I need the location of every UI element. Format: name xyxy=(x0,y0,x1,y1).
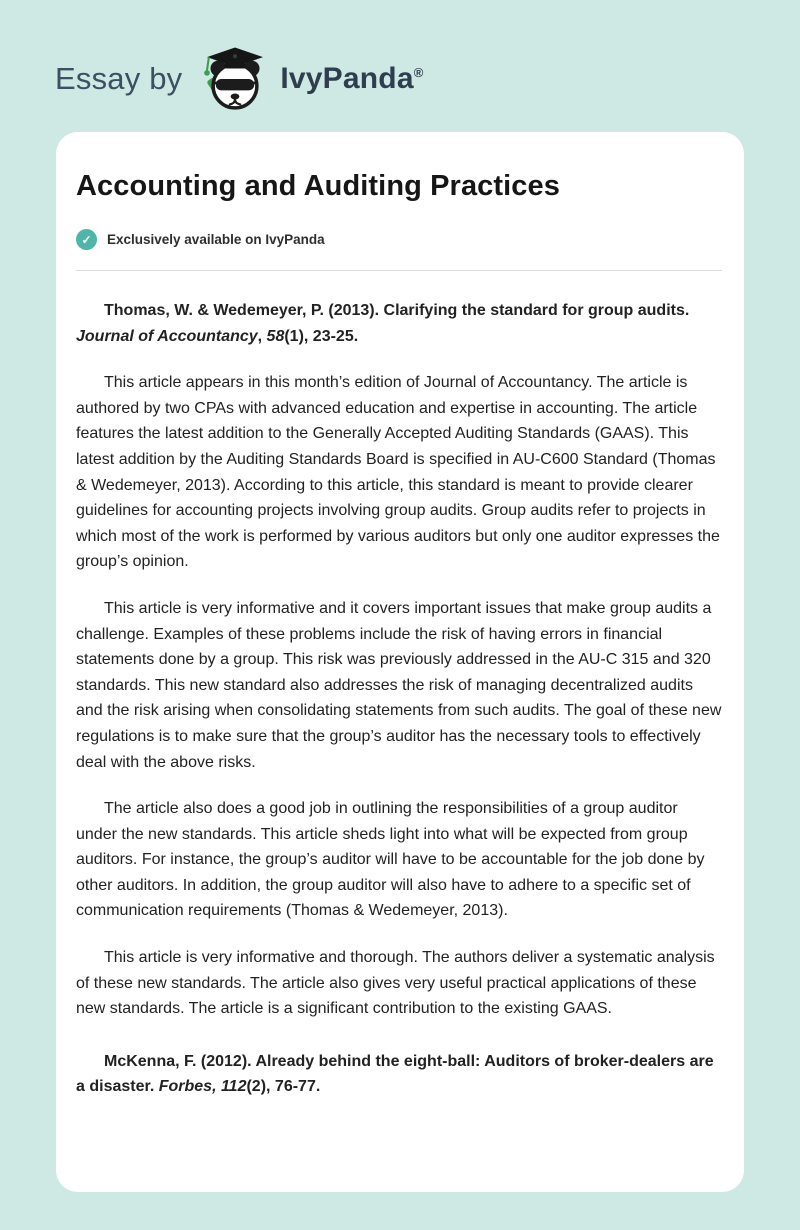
body-paragraph: This article appears in this month’s edition of Journal of Accountancy. The article is authored by two CPAs with advanced education and expertise in accounting. The article features the latest addition to the Generally Accepted Auditing Standards (GAAS). This latest addition by the Auditing Standards Board is specified in AU-C600 Standard (Thomas & Wedemeyer, 2013). According to this article, this standard is meant to provide clearer guidelines for accounting projects involving group audits. Group audits refer to projects in which most of the work is performed by various auditors but only one auditor expresses the group’s opinion. xyxy=(76,374,720,571)
citation-paragraph: McKenna, F. (2012). Already behind the eight-ball: Auditors of broker-dealers are a disaster. Forbes, 112(2), 76-77. xyxy=(76,1052,714,1096)
body-paragraph: The article also does a good job in outlining the responsibilities of a group auditor under the new standards. This article sheds light into what will be expected from group auditors. For instance, the group’s auditor will have to be accountable for the job done by other auditors. In addition, the group auditor will also have to adhere to a specific set of communication requirements (Thomas & Wedemeyer, 2013). xyxy=(76,800,705,920)
page-header xyxy=(0,0,800,118)
registered-trademark: ® xyxy=(413,65,424,80)
brand-wordmark: IvyPanda® xyxy=(280,62,424,95)
availability-badge xyxy=(76,229,722,250)
panda-graduate-logo-icon xyxy=(200,44,270,114)
essay-content xyxy=(76,298,722,1100)
divider xyxy=(76,270,722,271)
essay-card xyxy=(56,132,744,1192)
availability-badge-label: Exclusively available on IvyPanda xyxy=(107,232,325,247)
body-paragraph: This article is very informative and thorough. The authors deliver a systematic analysis of these new standards. The article also gives very useful practical applications of these new standards. The article is a significant contribution to the existing GAAS. xyxy=(76,949,715,1018)
page-title: Accounting and Auditing Practices xyxy=(76,170,560,202)
citation-paragraph: Thomas, W. & Wedemeyer, P. (2013). Clarifying the standard for group audits. Journal of Accountancy, 58(1), 23-25. xyxy=(76,302,690,345)
essay-by-label: Essay by xyxy=(55,61,183,96)
body-paragraph: This article is very informative and it covers important issues that make group audits a challenge. Examples of these problems include the risk of having errors in financial statements done by a group. This risk was previously addressed in the AU-C 315 and 320 standards. This new standard also addresses the risk of managing decentralized audits and the risk arising when consolidating statements from such audits. The goal of these new regulations is to make sure that the group’s auditor has the necessary tools to effectively deal with the above risks. xyxy=(76,599,722,771)
check-circle-icon: ✓ xyxy=(76,229,97,250)
